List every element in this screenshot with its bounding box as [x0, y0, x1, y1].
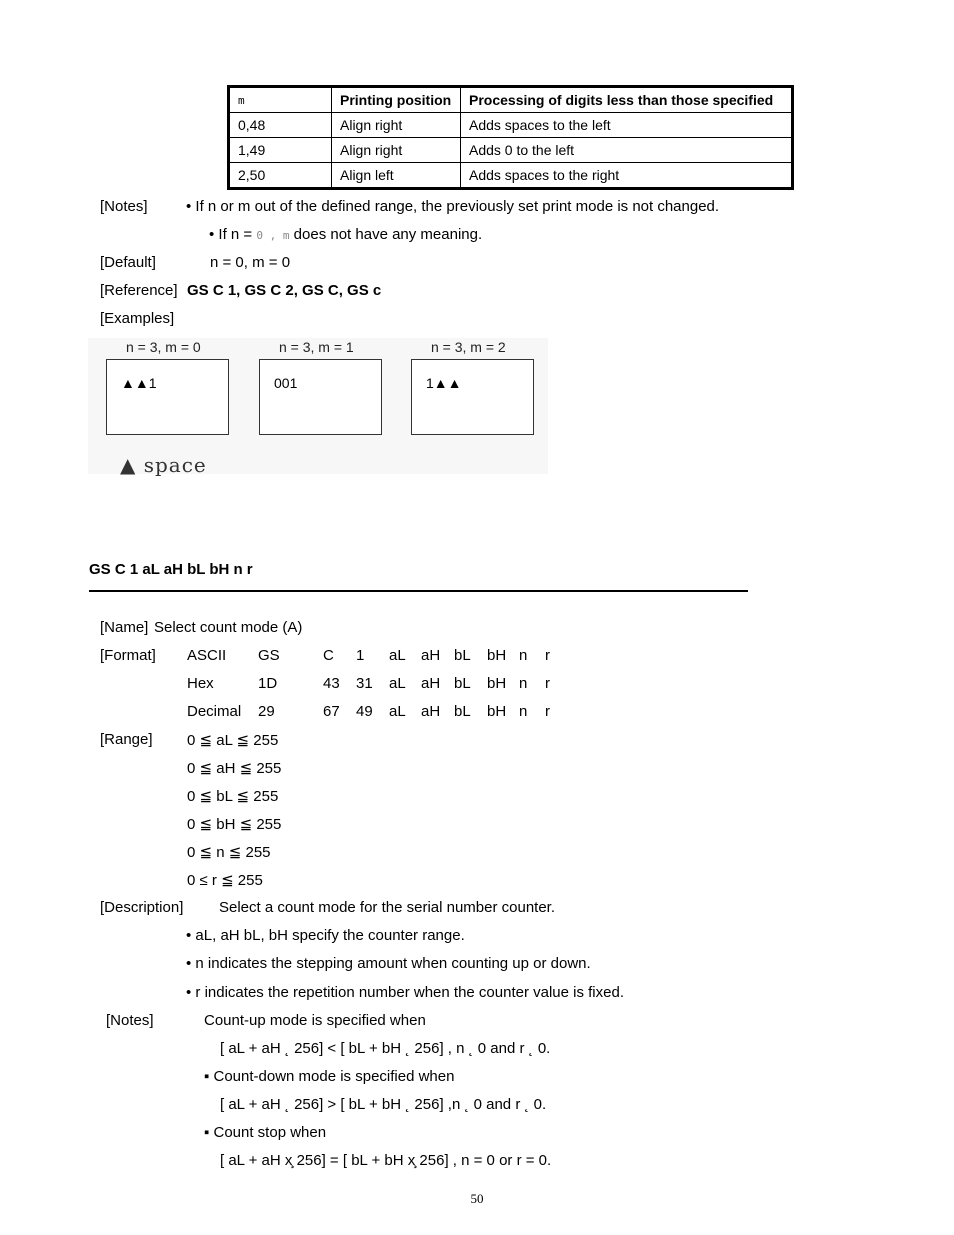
- range-item: 0 ≤ r ≦ 255: [187, 872, 263, 889]
- table-header: Printing position: [332, 87, 461, 113]
- section-title: GS C 1 aL aH bL bH n r: [89, 561, 253, 578]
- format-cell: 67: [323, 703, 340, 720]
- notes-line: ▪ Count stop when: [204, 1124, 327, 1141]
- reference-label: [Reference]: [100, 282, 178, 299]
- table-header: Processing of digits less than those specified: [461, 87, 793, 113]
- table-row: [229, 163, 793, 189]
- table-cell: 0,48: [229, 113, 332, 138]
- example-caption: n = 3, m = 2: [431, 339, 506, 355]
- notes-label: [Notes]: [106, 1012, 154, 1029]
- format-cell: 49: [356, 703, 373, 720]
- format-cell: aH: [421, 675, 441, 692]
- format-cell: r: [545, 703, 550, 720]
- example-legend: ▲ space: [120, 453, 207, 477]
- examples-figure: [88, 338, 548, 477]
- range-label: [Range]: [100, 731, 153, 748]
- example-caption: n = 3, m = 0: [126, 339, 201, 355]
- section-divider: [89, 590, 748, 592]
- format-cell: aL: [389, 675, 406, 692]
- example-value: 001: [274, 375, 298, 391]
- format-cell: bH: [487, 703, 507, 720]
- name-label: [Name]: [100, 619, 149, 636]
- format-cell: C: [323, 647, 334, 664]
- format-cell: aH: [421, 703, 441, 720]
- notes-formula: [ aL + aH ˛ 256] > [ bL + bH ˛ 256] ,n ˛ 0 and r ˛ 0.: [220, 1096, 547, 1113]
- notes-line: [209, 226, 482, 243]
- print-mode-table: [227, 85, 794, 190]
- description-bullet: • r indicates the repetition number when the counter value is fixed.: [186, 984, 624, 1001]
- format-cell: ASCII: [187, 647, 227, 664]
- notes-text: • If n =: [209, 226, 253, 243]
- range-item: 0 ≦ bL ≦ 255: [187, 788, 279, 805]
- example-box: [411, 359, 534, 435]
- default-value: n = 0, m = 0: [210, 254, 291, 271]
- format-cell: bL: [454, 703, 471, 720]
- example-value: ▲▲1: [121, 375, 157, 391]
- table-cell: 2,50: [229, 163, 332, 189]
- notes-formula: [ aL + aH x̧ 256] = [ bL + bH x̧ 256] , n = 0 or r = 0.: [220, 1152, 552, 1169]
- format-cell: r: [545, 675, 550, 692]
- description-bullet: • n indicates the stepping amount when counting up or down.: [186, 955, 591, 972]
- format-cell: 1: [356, 647, 365, 664]
- format-cell: 1D: [258, 675, 278, 692]
- default-label: [Default]: [100, 254, 156, 271]
- name-value: Select count mode (A): [154, 619, 303, 636]
- format-cell: n: [519, 675, 528, 692]
- format-cell: Decimal: [187, 703, 242, 720]
- description-bullet: • aL, aH bL, bH specify the counter range.: [186, 927, 465, 944]
- format-cell: Hex: [187, 675, 214, 692]
- table-header-row: [229, 87, 793, 113]
- format-label: [Format]: [100, 647, 156, 664]
- range-item: 0 ≦ n ≦ 255: [187, 844, 271, 861]
- notes-formula: [ aL + aH ˛ 256] < [ bL + bH ˛ 256] , n ˛ 0 and r ˛ 0.: [220, 1040, 551, 1057]
- example-box: [106, 359, 229, 435]
- description-label: [Description]: [100, 899, 184, 916]
- example-box: [259, 359, 382, 435]
- format-cell: bL: [454, 675, 471, 692]
- range-item: 0 ≦ aH ≦ 255: [187, 760, 282, 777]
- format-cell: aL: [389, 703, 406, 720]
- table-cell: Align right: [332, 138, 461, 163]
- notes-symbol: 0 , m: [256, 229, 290, 242]
- range-item: 0 ≦ aL ≦ 255: [187, 732, 279, 749]
- format-cell: bH: [487, 675, 507, 692]
- format-cell: bL: [454, 647, 471, 664]
- notes-line: • If n or m out of the defined range, the previously set print mode is not changed.: [186, 198, 720, 215]
- format-cell: bH: [487, 647, 507, 664]
- format-cell: aL: [389, 647, 406, 664]
- format-cell: n: [519, 703, 528, 720]
- format-cell: 31: [356, 675, 373, 692]
- description-text: Select a count mode for the serial number counter.: [219, 899, 556, 916]
- notes-label: [Notes]: [100, 198, 148, 215]
- format-cell: 29: [258, 703, 275, 720]
- range-item: 0 ≦ bH ≦ 255: [187, 816, 282, 833]
- table-cell: Adds 0 to the left: [461, 138, 793, 163]
- table-cell: Adds spaces to the left: [461, 113, 793, 138]
- format-cell: r: [545, 647, 550, 664]
- example-caption: n = 3, m = 1: [279, 339, 354, 355]
- notes-line: Count-up mode is specified when: [204, 1012, 426, 1029]
- page-number: 50: [470, 1191, 484, 1206]
- table-row: [229, 138, 793, 163]
- format-cell: 43: [323, 675, 340, 692]
- format-cell: aH: [421, 647, 441, 664]
- notes-text: does not have any meaning.: [293, 226, 483, 243]
- notes-line: ▪ Count-down mode is specified when: [204, 1068, 455, 1085]
- table-cell: 1,49: [229, 138, 332, 163]
- reference-value: GS C 1, GS C 2, GS C, GS c: [187, 282, 382, 299]
- table-row: [229, 113, 793, 138]
- example-value: 1▲▲: [426, 375, 462, 391]
- table-cell: Align right: [332, 113, 461, 138]
- table-header: m: [229, 87, 332, 113]
- examples-label: [Examples]: [100, 310, 175, 327]
- format-cell: GS: [258, 647, 280, 664]
- format-cell: n: [519, 647, 528, 664]
- table-cell: Adds spaces to the right: [461, 163, 793, 189]
- table-cell: Align left: [332, 163, 461, 189]
